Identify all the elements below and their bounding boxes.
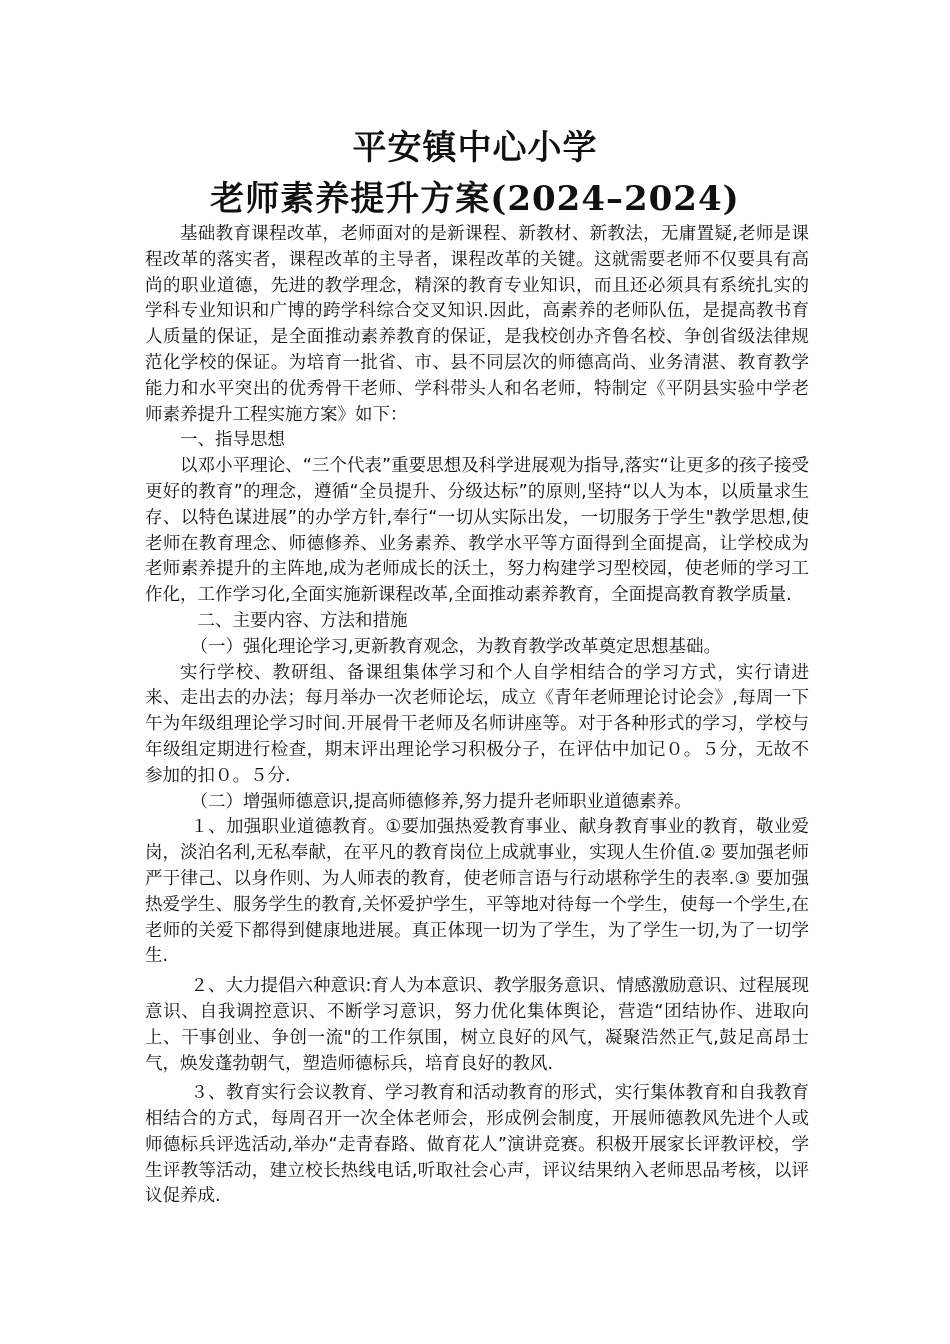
section-heading-guiding-ideology: 一、指导思想 — [180, 430, 285, 451]
subsection-heading-theory-study: （一）强化理论学习,更新教育观念，为教育教学改革奠定思想基础。 — [190, 636, 722, 657]
document-body — [145, 222, 809, 1210]
intro-paragraph: 基础教育课程改革，老师面对的是新课程、新教材、新教法，无庸置疑,老师是课程改革的落实者，课程改革的主导者，课程改革的关键。这就需要老师不仅要具有高尚的职业道德，先进的教学理念，精深的教育专业知识，而且还必须具有系统扎实的学科专业知识和广博的跨学科综合交叉知识.因此，高素养的老师队伍，是提高教书育人质量的保证，是全面推动素养教育的保证，是我校创办齐鲁名校、争创省级法律规范化学校的保证。为培育一批省、市、县不同层次的师德高尚、业务清湛、教育教学能力和水平突出的优秀骨干老师、学科带头人和名老师，特制定《平阴县实验中学老师素养提升工程实施方案》如下： — [145, 224, 809, 425]
section-heading-main-content: 二、主要内容、方法和措施 — [197, 610, 408, 631]
theory-study-paragraph: 实行学校、教研组、备课组集体学习和个人自学相结合的学习方式，实行请进来、走出去的办法；每月举办一次老师论坛，成立《青年老师理论讨论会》,每周一下午为年级组理论学习时间.开展骨干老师及名师讲座等。对于各种形式的学习，学校与年级组定期进行检查，期末评出理论学习积极分子，在评估中加记０。５分，无故不参加的扣０。５分. — [145, 662, 809, 786]
document-title-line2: 老师素养提升方案(2024–2024) — [210, 179, 740, 219]
ethics-item-1-paragraph: １、加强职业道德教育。①要加强热爱教育事业、献身教育事业的教育，敬业爱岗，淡泊名利,无私奉献，在平凡的教育岗位上成就事业，实现人生价值.② 要加强老师严于律己、以身作则、为人师表的教育，使老师言语与行动堪称学生的表率.③ 要加强热爱学生、服务学生的教育,关怀爱护学生，平等地对待每一个学生，使每一个学生,在老师的关爱下都得到健康地进展。真正体现一切为了学生，为了学生一切,为了一切学生. — [145, 817, 809, 967]
ethics-item-3-paragraph: ３、教育实行会议教育、学习教育和活动教育的形式，实行集体教育和自我教育相结合的方式，每周召开一次全体老师会，形成例会制度，开展师德教风先进个人或师德标兵评选活动,举办“走青春路、做育花人”演讲竞赛。积极开展家长评教评校，学生评教等活动，建立校长热线电话,听取社会心声，评议结果纳入老师思品考核，以评议促养成. — [145, 1083, 809, 1207]
document-title-line1: 平安镇中心小学 — [352, 128, 598, 168]
ethics-item-2-paragraph: ２、大力提倡六种意识:育人为本意识、教学服务意识、情感激励意识、过程展现意识、自我调控意识、不断学习意识，努力优化集体舆论，营造“团结协作、进取向上、干事创业、争创一流"的工作氛围，树立良好的风气，凝聚浩然正气,鼓足高昂士气，焕发蓬勃朝气，塑造师德标兵，培育良好的教风. — [145, 976, 809, 1074]
subsection-heading-ethics: （二）增强师德意识,提高师德修养,努力提升老师职业道德素养。 — [190, 791, 692, 812]
guiding-ideology-paragraph: 以邓小平理论、“三个代表”重要思想及科学进展观为指导,落实“让更多的孩子接受更好的教育”的理念，遵循“全员提升、分级达标”的原则,坚持“以人为本，以质量求生存、以特色谋进展”的办学方针,奉行“一切从实际出发，一切服务于学生"教学思想,使老师在教育理念、师德修养、业务素养、教学水平等方面得到全面提高，让学校成为老师素养提升的主阵地,成为老师成长的沃土，努力构建学习型校园，使老师的学习工作化，工作学习化,全面实施新课程改革,全面推动素养教育，全面提高教育教学质量. — [145, 456, 809, 606]
